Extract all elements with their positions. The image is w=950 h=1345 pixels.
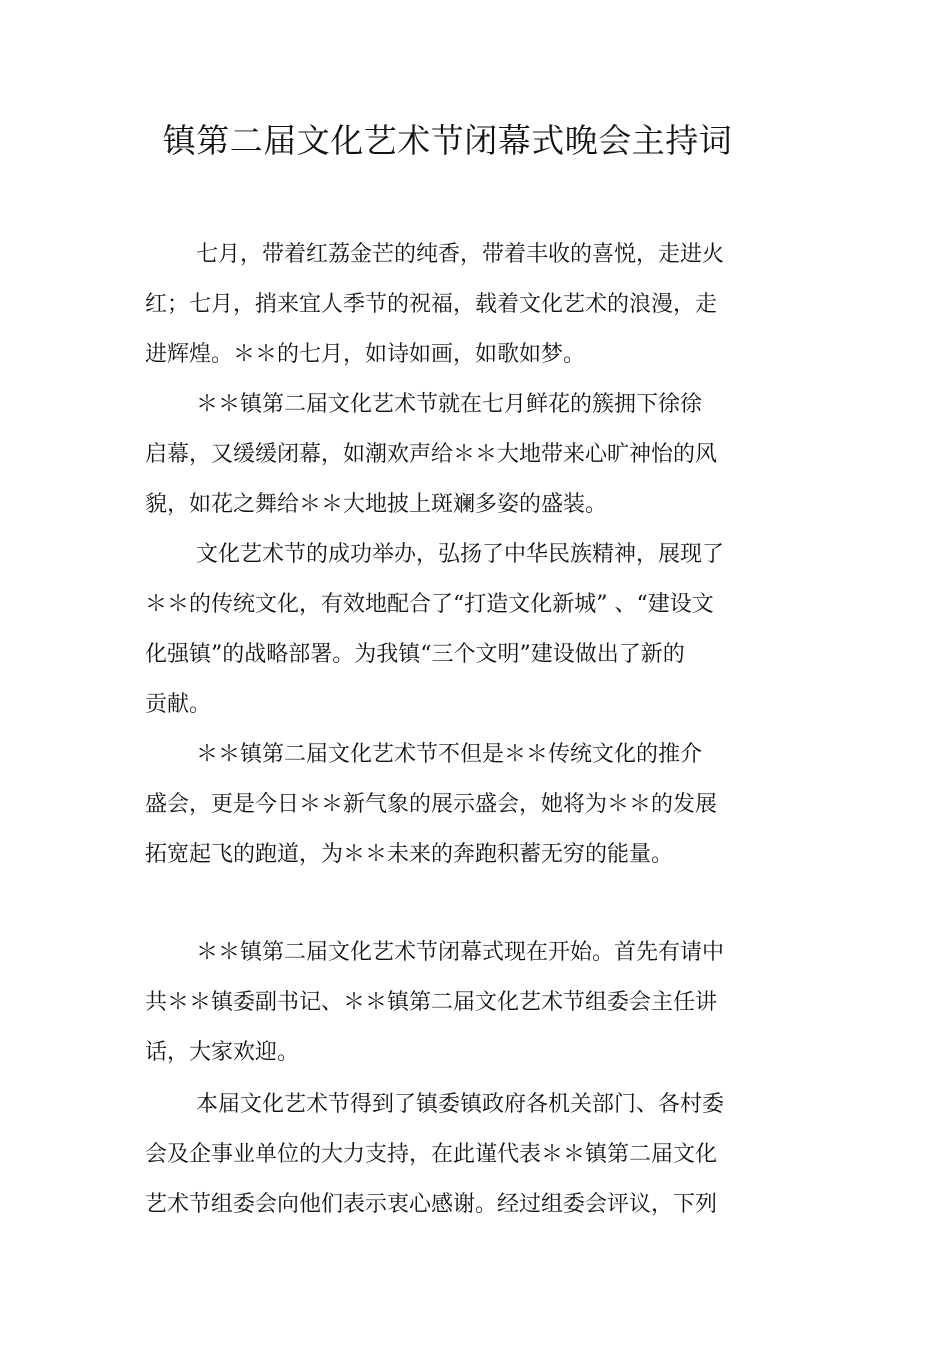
paragraph-line: 貌，如花之舞给＊＊大地披上斑斓多姿的盛装。 <box>145 492 608 517</box>
paragraph-line: 本届文化艺术节得到了镇委镇政府各机关部门、各村委 <box>196 1092 725 1117</box>
paragraph-line: ＊＊镇第二届文化艺术节不但是＊＊传统文化的推介 <box>196 742 703 767</box>
document-title: 镇第二届文化艺术节闭幕式晚会主持词 <box>162 121 733 160</box>
paragraph-line: 拓宽起飞的跑道，为＊＊未来的奔跑积蓄无穷的能量。 <box>145 842 674 867</box>
paragraph-line: ＊＊的传统文化，有效地配合了“打造文化新城” 、“建设文 <box>145 592 714 617</box>
paragraph-line: 七月，带着红荔金芒的纯香，带着丰收的喜悦，走进火 <box>196 242 725 267</box>
paragraph-line: 会及企事业单位的大力支持，在此谨代表＊＊镇第二届文化 <box>145 1142 718 1167</box>
paragraph-line: 共＊＊镇委副书记、＊＊镇第二届文化艺术节组委会主任讲 <box>145 990 718 1015</box>
paragraph-line: ＊＊镇第二届文化艺术节闭幕式现在开始。首先有请中 <box>196 940 725 965</box>
paragraph-line: 艺术节组委会向他们表示衷心感谢。经过组委会评议，下列 <box>145 1192 718 1217</box>
paragraph-line: ＊＊镇第二届文化艺术节就在七月鲜花的簇拥下徐徐 <box>196 392 703 417</box>
paragraph-line: 盛会，更是今日＊＊新气象的展示盛会，她将为＊＊的发展 <box>145 792 718 817</box>
paragraph-line: 启幕，又缓缓闭幕，如潮欢声给＊＊大地带来心旷神怡的风 <box>145 442 718 467</box>
paragraph-line: 文化艺术节的成功举办，弘扬了中华民族精神，展现了 <box>196 542 725 567</box>
paragraph-line: 红；七月，捎来宜人季节的祝福，载着文化艺术的浪漫，走 <box>145 292 718 317</box>
paragraph-line: 话，大家欢迎。 <box>145 1040 300 1065</box>
paragraph-line: 进辉煌。＊＊的七月，如诗如画，如歌如梦。 <box>145 342 586 367</box>
paragraph-line: 贡献。 <box>145 692 212 717</box>
paragraph-line: 化强镇”的战略部署。为我镇“三个文明”建设做出了新的 <box>145 642 685 667</box>
